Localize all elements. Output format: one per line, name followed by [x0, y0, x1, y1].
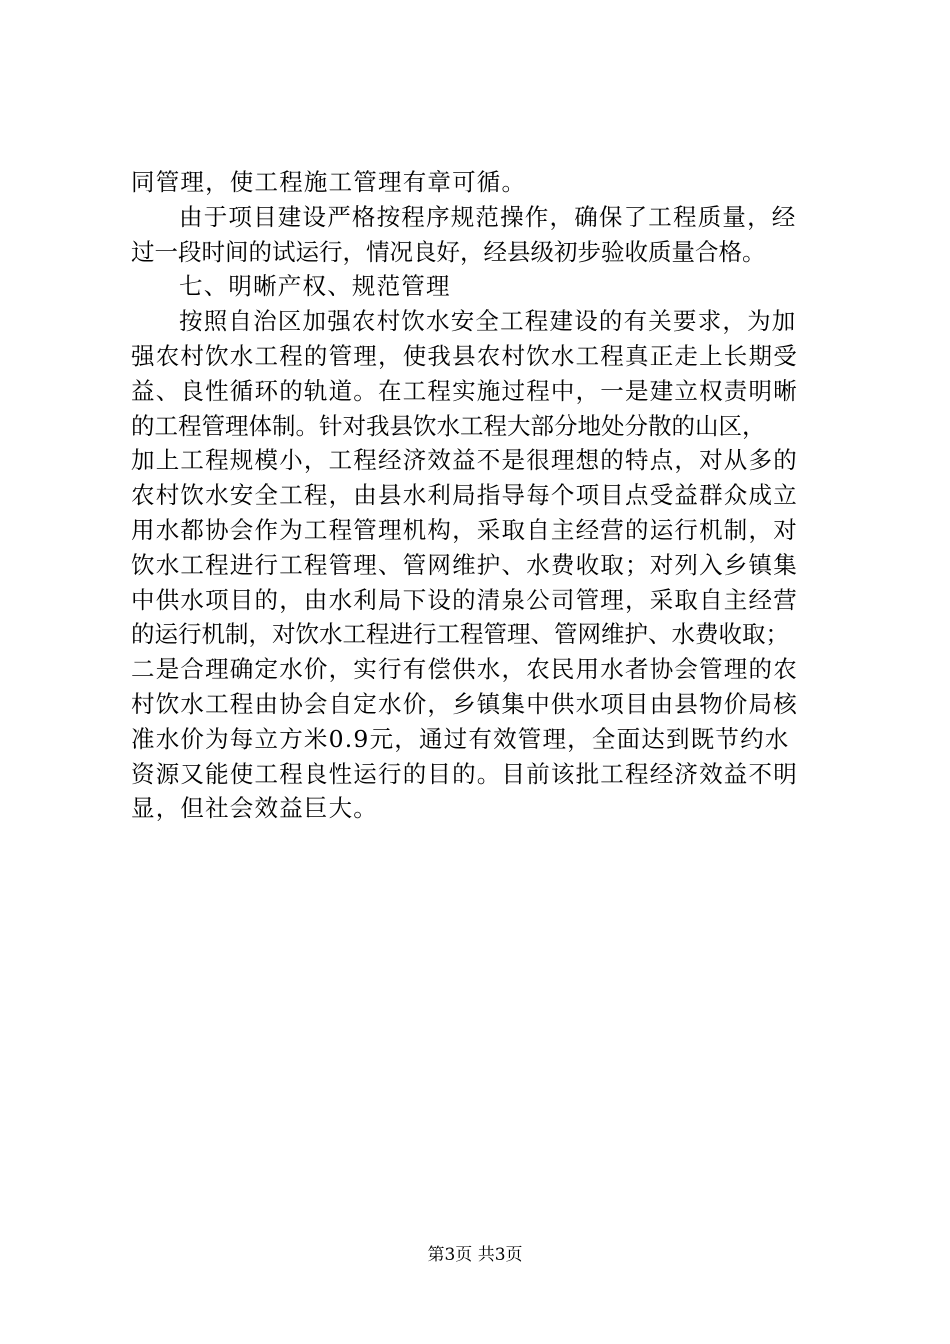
- paragraph-line: 显，但社会效益巨大。: [131, 794, 378, 823]
- document-body: [131, 165, 831, 826]
- paragraph-line: 资源又能使工程良性运行的目的。目前该批工程经济效益不明: [131, 759, 798, 788]
- paragraph-line: 中供水项目的，由水利局下设的清泉公司管理，采取自主经营: [131, 585, 798, 614]
- paragraph-line: 过一段时间的试运行，情况良好，经县级初步验收质量合格。: [131, 237, 766, 266]
- paragraph-line: 的运行机制，对饮水工程进行工程管理、管网维护、水费收取；: [131, 620, 789, 649]
- paragraph-line: 强农村饮水工程的管理，使我县农村饮水工程真正走上长期受: [131, 341, 798, 370]
- paragraph-line: 准水价为每立方米0.9元，通过有效管理，全面达到既节约水: [131, 724, 790, 753]
- paragraph-line: 农村饮水安全工程，由县水利局指导每个项目点受益群众成立: [131, 481, 798, 510]
- paragraph-line: 村饮水工程由协会自定水价，乡镇集中供水项目由县物价局核: [131, 689, 798, 718]
- paragraph-line: 益、良性循环的轨道。在工程实施过程中，一是建立权责明晰: [131, 376, 798, 405]
- paragraph-line: 由于项目建设严格按程序规范操作，确保了工程质量，经: [179, 202, 797, 231]
- paragraph-line: 用水都协会作为工程管理机构，采取自主经营的运行机制，对: [131, 515, 798, 544]
- paragraph-line: 二是合理确定水价，实行有偿供水，农民用水者协会管理的农: [131, 655, 798, 684]
- paragraph-line: 按照自治区加强农村饮水安全工程建设的有关要求，为加: [179, 307, 797, 336]
- section-heading: 七、明晰产权、规范管理: [179, 272, 451, 301]
- paragraph-line: 的工程管理体制。针对我县饮水工程大部分地处分散的山区，: [131, 411, 766, 440]
- paragraph-line: 同管理，使工程施工管理有章可循。: [131, 168, 527, 196]
- page-number-footer: 第3页 共3页: [427, 1245, 523, 1265]
- paragraph-line: 饮水工程进行工程管理、管网维护、水费收取；对列入乡镇集: [131, 550, 798, 579]
- paragraph-line: 加上工程规模小，工程经济效益不是很理想的特点，对从多的: [131, 446, 798, 475]
